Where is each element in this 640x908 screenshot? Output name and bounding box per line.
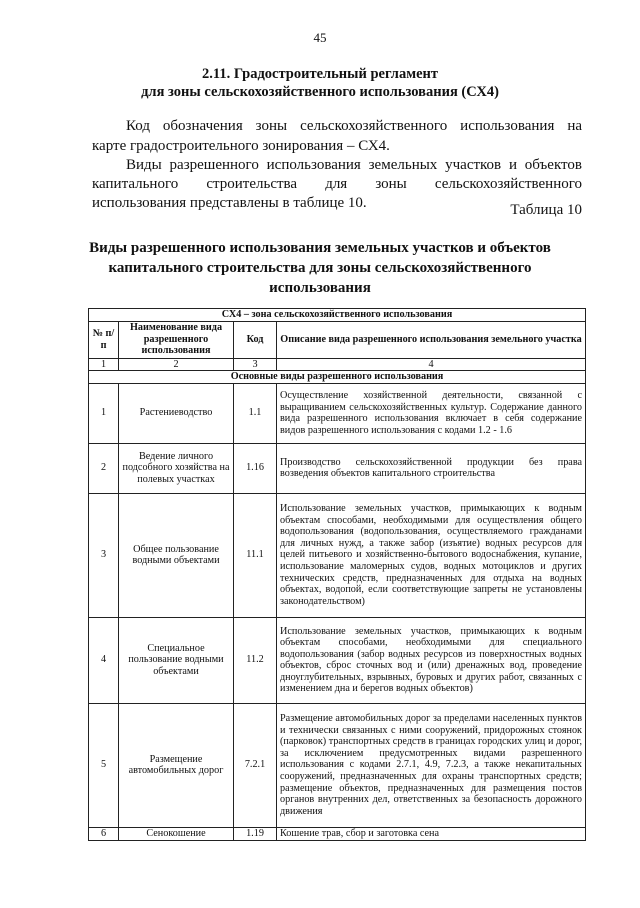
row-code: 11.1 [234, 493, 277, 617]
col-number: 1 [89, 358, 119, 371]
row-description: Осуществление хозяйственной деятельности, связанной с выращиванием сельскохозяйственных культур. Содержание данного вида разрешенного использования включает в себя содержание видов разрешенного использования с кодами 1.2 - 1.6 [277, 383, 586, 443]
row-name: Растениеводство [119, 383, 234, 443]
table-row [89, 493, 586, 617]
row-code: 1.1 [234, 383, 277, 443]
row-num: 2 [89, 443, 119, 493]
paragraph-2-line2: капитального строительства для зоны сельскохозяйственного [92, 176, 582, 192]
col-number: 4 [277, 358, 586, 371]
table-row [89, 703, 586, 827]
col-number: 3 [234, 358, 277, 371]
header-num: № п/п [89, 321, 119, 358]
row-num: 1 [89, 383, 119, 443]
row-name: Специальное пользование водными объектами [119, 617, 234, 703]
table-title-line2: капитального строительства для зоны сельскохозяйственного [108, 260, 532, 276]
zoning-table [88, 308, 586, 841]
row-name: Размещение автомобильных дорог [119, 703, 234, 827]
paragraph-1-line2: карте градостроительного зонирования – СХ4. [92, 138, 390, 154]
row-num: 4 [89, 617, 119, 703]
row-description: Использование земельных участков, примыкающих к водным объектам способами, необходимыми для специального водопользования (забор водных ресурсов из поверхностных водных объектов, сброс сточных вод и (или) дренажных вод, проведение дноуглубительных, взрывных, буровых и других работ, связанных с изменением дна и берегов водных объектов) [277, 617, 586, 703]
paragraph-2-line3: использования представлены в таблице 10. [92, 195, 367, 211]
row-description: Размещение автомобильных дорог за пределами населенных пунктов и технически связанных с ними сооружений, придорожных стоянок (парковок) транспортных средств в границах городских улиц и дорог, за исключением предусмотренных видами разрешенного использования с кодами 2.7.1, 4.9, 7.2.3, а также некапитальных сооружений, предназначенных для охраны транспортных средств; размещение объектов, предназначенных для размещения постов органов внутренних дел, ответственных за безопасность дорожного движения [277, 703, 586, 827]
section-heading-line1: 2.11. Градостроительный регламент [202, 66, 438, 82]
page-number: 45 [313, 30, 327, 45]
row-name: Сенокошение [119, 827, 234, 840]
table-row [89, 443, 586, 493]
row-description: Использование земельных участков, примыкающих к водным объектам способами, необходимыми для осуществления общего водопользования (водопользования, осуществляемого гражданами для личных нужд, а также забор (изъятие) водных ресурсов для целей питьевого и хозяйственно-бытового водоснабжения, купание, использование маломерных судов, водных мотоциклов и других технических средств, предназначенных для отдыха на водных объектах, водопой, если соответствующие запреты не установлены законодательством) [277, 493, 586, 617]
row-description: Производство сельскохозяйственной продукции без права возведения объектов капитального строительства [277, 443, 586, 493]
row-code: 1.16 [234, 443, 277, 493]
row-num: 6 [89, 827, 119, 840]
section-label: Основные виды разрешенного использования [89, 371, 586, 384]
row-num: 5 [89, 703, 119, 827]
table-caption: Таблица 10 [510, 202, 582, 218]
row-code: 1.19 [234, 827, 277, 840]
header-description: Описание вида разрешенного использования земельного участка [277, 321, 586, 358]
table-row [89, 383, 586, 443]
row-code: 7.2.1 [234, 703, 277, 827]
row-name: Ведение личного подсобного хозяйства на полевых участках [119, 443, 234, 493]
zone-header: СХ4 – зона сельскохозяйственного использования [89, 309, 586, 322]
table-row [89, 617, 586, 703]
row-code: 11.2 [234, 617, 277, 703]
section-heading-line2: для зоны сельскохозяйственного использования (СХ4) [141, 84, 499, 100]
row-name: Общее пользование водными объектами [119, 493, 234, 617]
table-title-line1: Виды разрешенного использования земельных участков и объектов [89, 240, 551, 256]
table-title-line3: использования [269, 280, 371, 296]
table-row [89, 827, 586, 840]
paragraph-1-line1: Код обозначения зоны сельскохозяйственного использования на [126, 118, 582, 134]
row-num: 3 [89, 493, 119, 617]
paragraph-2-line1: Виды разрешенного использования земельных участков и объектов [126, 157, 582, 173]
header-code: Код [234, 321, 277, 358]
header-name: Наименование вида разрешенного использования [119, 321, 234, 358]
row-description: Кошение трав, сбор и заготовка сена [277, 827, 586, 840]
col-number: 2 [119, 358, 234, 371]
